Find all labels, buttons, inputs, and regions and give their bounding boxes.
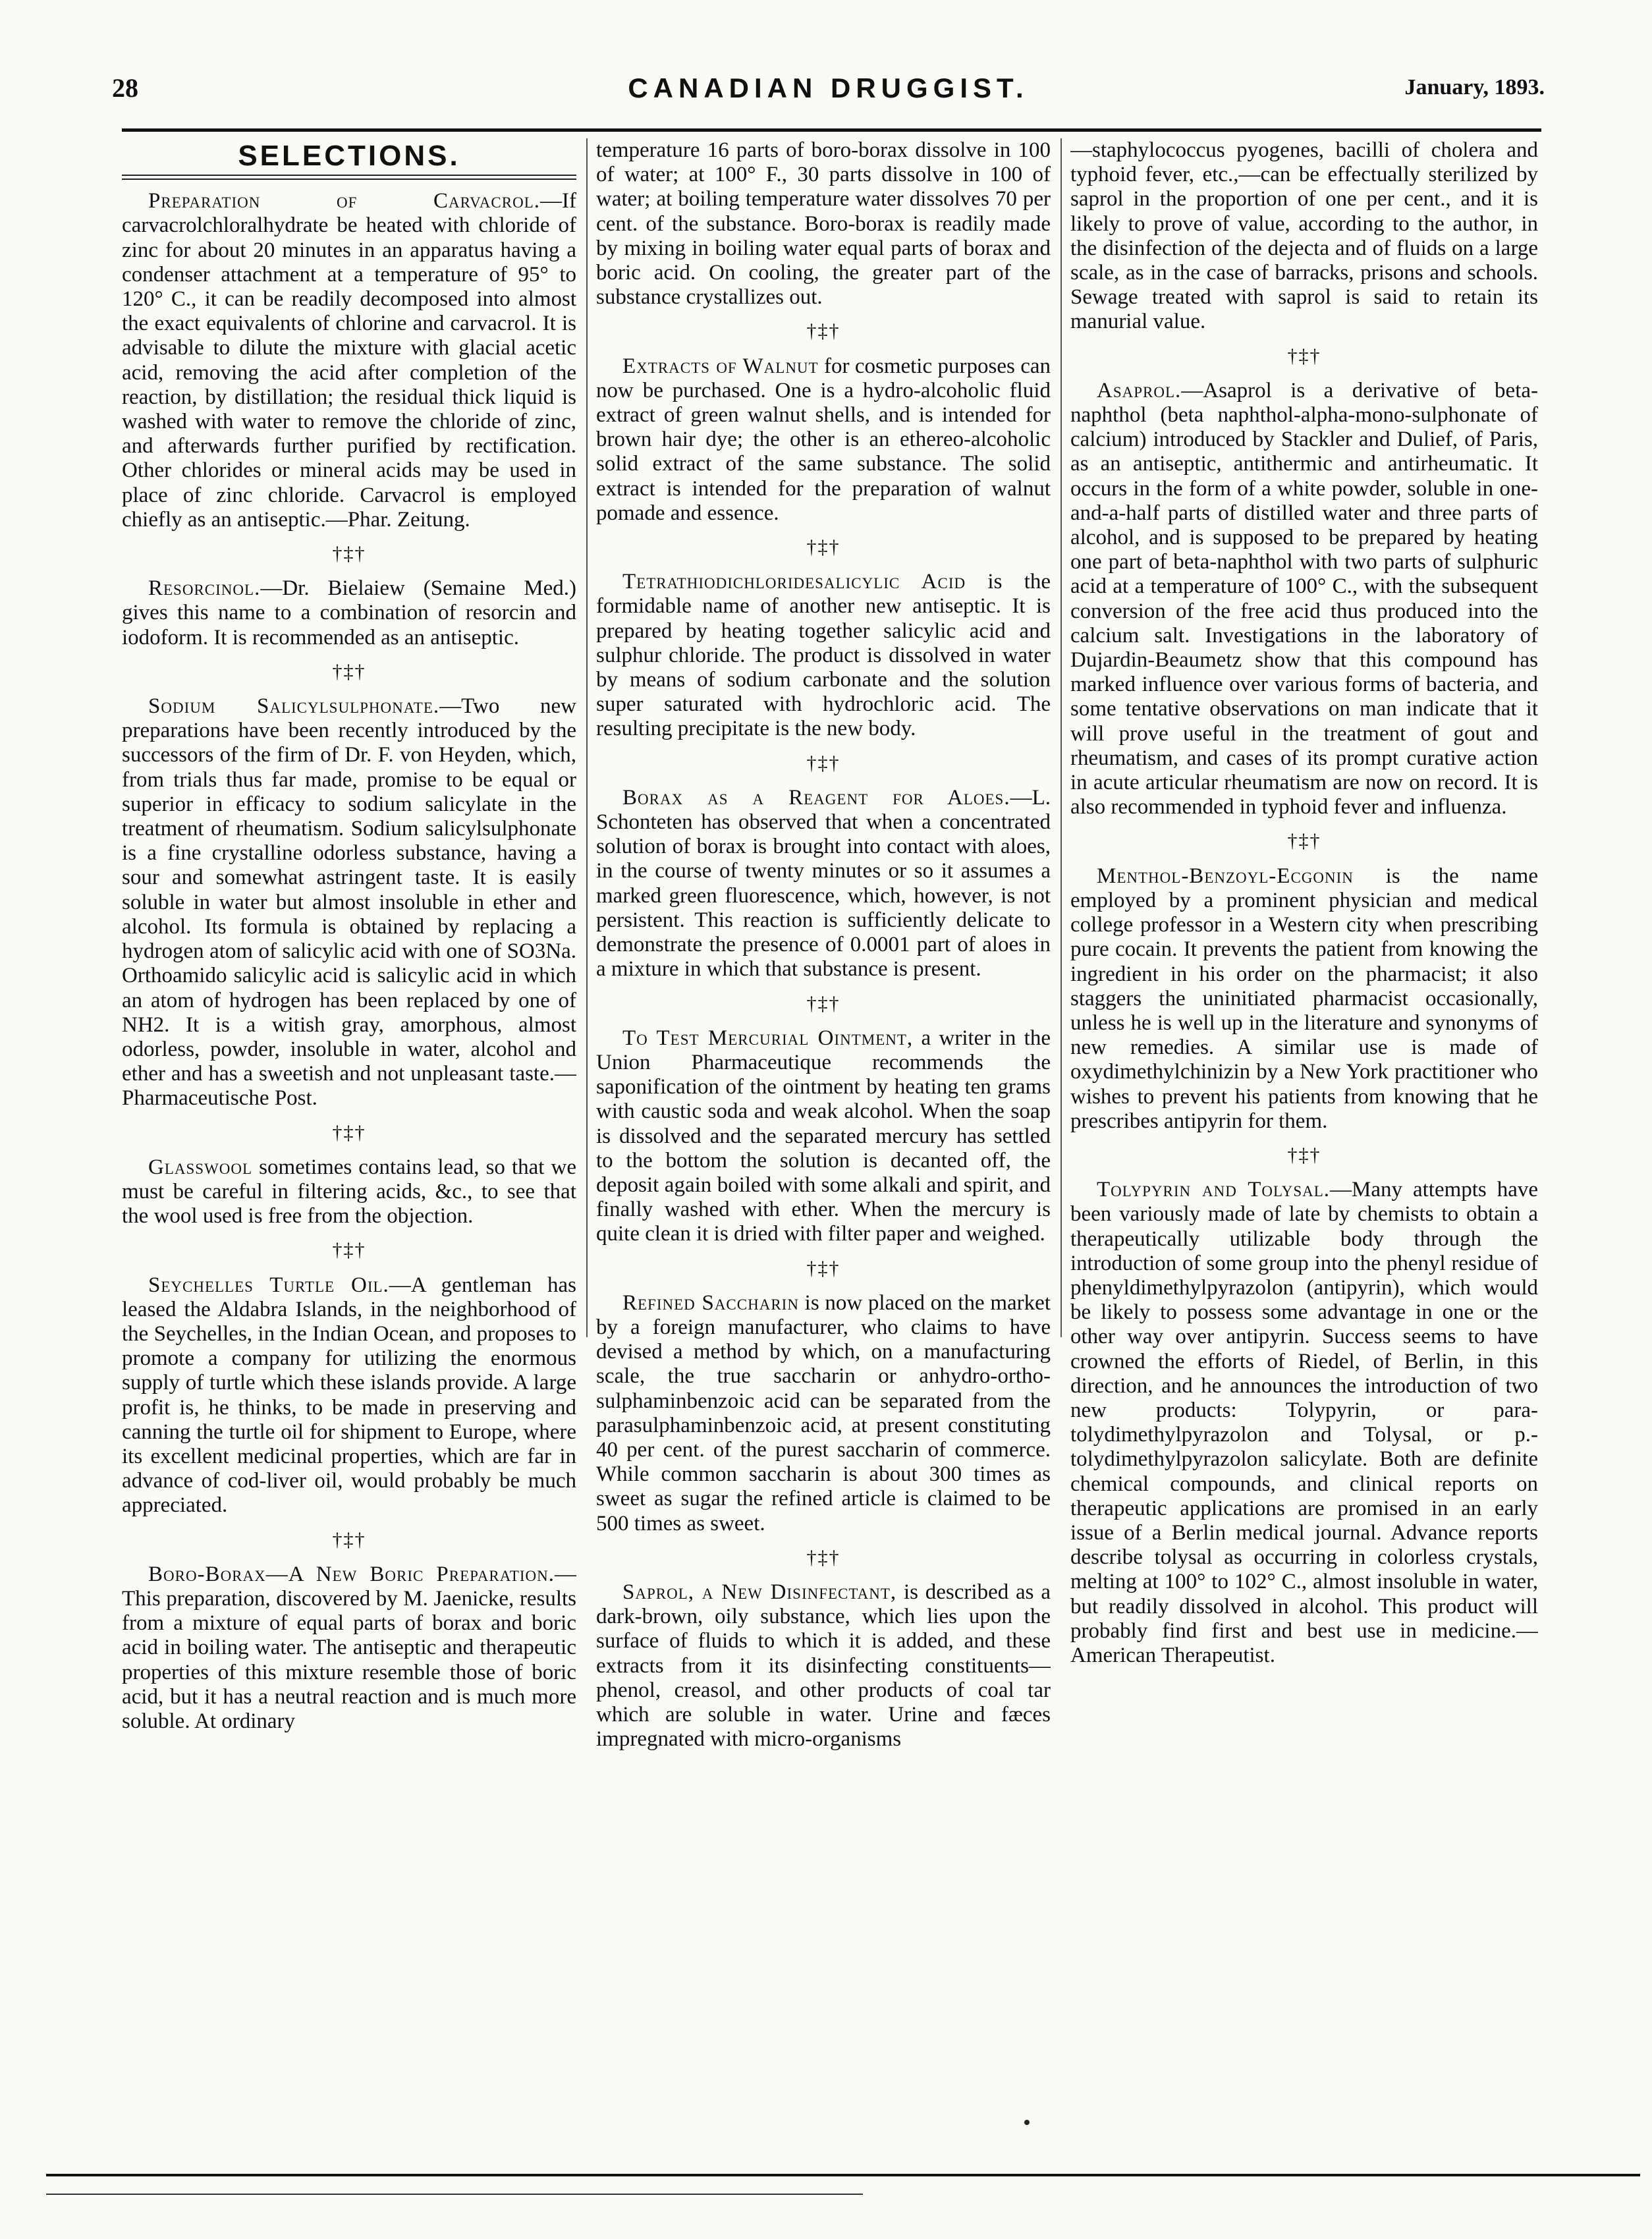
article-body: —Two new preparations have been recently introduced by the successors of the firm of Dr. F. von Heyden, which, from trials thus far made, promise to be equal or superior in efficacy to sodium salicylate in the treatment of rheumatism. Sodium salicylsulphonate is a fine crystalline odorless substance, having a sour and somewhat astringent taste. It is easily soluble in water but almost insoluble in ether and alcohol. Its formula is obtained by replacing a hydrogen atom of salicylic acid with one of SO3Na. Orthoamido salicylic acid is salicylic acid in which an atom of hydrogen has been replaced by one of NH2. It is a witish gray, amorphous, almost odorless, powder, insoluble in water, alcohol and ether and has a sweetish and not unpleasant taste.—Pharmaceutische Post. — [122, 694, 576, 1111]
column-divider — [1060, 138, 1062, 1337]
article-heading: Saprol, a New Disinfectant, — [622, 1580, 897, 1604]
article-paragraph — [122, 694, 576, 1111]
article-paragraph — [122, 1562, 576, 1734]
article-body: sometimes contains lead, so that we must be careful in filtering acids, &c., to see that the wool used is free from the objection. — [122, 1155, 576, 1229]
article-separator: †‡† — [332, 1121, 366, 1144]
article-separator: †‡† — [1287, 345, 1321, 367]
article-paragraph — [596, 354, 1051, 526]
article-separator: †‡† — [806, 752, 840, 774]
article-body: —Asaprol is a derivative of beta-naphthol (beta naphthol-alpha-mono-sulphonate of calcium) introduced by Stackler and Dulief, of Paris, as an antiseptic, antithermic and antirheumatic. It occurs in the form of a white powder, soluble in one-and-a-half parts of distilled water and three parts of alcohol, and is supposed to be prepared by heating one part of beta-naphthol with two parts of sulphuric acid at a temperature of 100° C., with the subsequent conversion of the free acid thus produced into the calcium salt. Investigations in the laboratory of Dujardin-Beaumetz show that this compound has marked influence over various forms of bacteria, and some tentative observations on man indicate that it will prove useful in the treatment of gout and rheumatism, and cases of its prompt curative action in acute articular rheumatism are now on record. It is also recommended in typhoid fever and influenza. — [1070, 378, 1538, 819]
column-1-articles — [122, 189, 576, 1734]
article-heading: Resorcinol. — [148, 576, 261, 601]
article-heading: Tolypyrin and Tolysal. — [1097, 1178, 1331, 1202]
article-separator: †‡† — [806, 1546, 840, 1568]
column-2 — [596, 138, 1051, 2068]
article-heading: Sodium Salicylsulphonate. — [148, 694, 440, 719]
column-2-articles — [596, 138, 1051, 1752]
article-separator: †‡† — [1287, 830, 1321, 852]
article-heading: Glasswool — [148, 1155, 253, 1179]
article-paragraph — [596, 1580, 1051, 1752]
article-paragraph — [596, 570, 1051, 741]
article-heading: Seychelles Turtle Oil. — [148, 1273, 389, 1297]
article-paragraph — [1070, 864, 1538, 1134]
article-body: —L. Schonteten has observed that when a concentrated solution of borax is brought into contact with aloes, in the course of twenty minutes or so it assumes a marked green fluorescence, which, however, is not persistent. This reaction is sufficiently delicate to demonstrate the presence of 0.0001 part of aloes in a mixture in which that substance is present. — [596, 785, 1051, 981]
page-number: 28 — [112, 73, 138, 103]
article-paragraph — [1070, 138, 1538, 335]
column-divider — [586, 138, 588, 1337]
article-separator: †‡† — [332, 1239, 366, 1261]
article-separator: †‡† — [1287, 1144, 1321, 1166]
article-heading: Boro-Borax—A New Boric Preparation. — [148, 1562, 555, 1586]
article-heading: Tetrathiodichloridesalicylic Acid — [622, 570, 966, 594]
article-body: —This preparation, discovered by M. Jaenicke, results from a mixture of equal parts of borax and boric acid in boiling water. The antiseptic and therapeutic properties of this mixture resemble those of boric acid, but it has a neutral reaction and is much more soluble. At ordinary — [122, 1562, 576, 1733]
article-heading: Preparation of Carvacrol. — [148, 189, 541, 213]
article-separator: †‡† — [332, 660, 366, 682]
footer-rule-thin — [46, 2194, 863, 2195]
article-paragraph — [596, 1026, 1051, 1247]
article-heading: Borax as a Reagent for Aloes. — [622, 785, 1010, 810]
article-body: is the name employed by a prominent physician and medical college professor in a Western city when prescribing pure cocain. It prevents the patient from knowing the ingredient in his order on the pharmacist; it also staggers the uninitiated pharmacist occasionally, unless he is well up in the literature and synonyms of new remedies. A similar use is made of oxydimethylchinizin by a New York practitioner who wishes to prevent his patients from knowing that he prescribes antipyrin for them. — [1070, 864, 1538, 1133]
article-paragraph — [1070, 379, 1538, 820]
issue-date: January, 1893. — [1404, 75, 1545, 99]
journal-title: CANADIAN DRUGGIST. — [628, 72, 1029, 103]
article-separator: †‡† — [332, 543, 366, 565]
title-rule — [122, 175, 576, 180]
column-3-articles — [1070, 138, 1538, 1668]
article-body: —Dr. Bielaiew (Semaine Med.) gives this name to a combination of resorcin and iodoform. It is recommended as an antiseptic. — [122, 576, 576, 650]
column-3 — [1070, 138, 1538, 2068]
article-body: —staphylococcus pyogenes, bacilli of cholera and typhoid fever, etc.,—can be effectually sterilized by saprol in the proportion of one per cent., and it is likely to prove of value, according to the author, in the disinfection of the dejecta and of fluids on a large scale, as in the case of barracks, prisons and schools. Sewage treated with saprol is said to retain its manurial value. — [1070, 138, 1538, 334]
article-paragraph — [122, 1273, 576, 1518]
article-body: for cosmetic purposes can now be purchased. One is a hydro-alcoholic fluid extract of green walnut shells, and is intended for brown hair dye; the other is an ethereo-alcoholic solid extract of the same substance. The solid extract is intended for the preparation of walnut pomade and essence. — [596, 354, 1051, 525]
article-body: is now placed on the market by a foreign manufacturer, who claims to have devised a method by which, on a manufacturing scale, the true saccharin or anhydro-ortho-sulphaminbenzoic acid can be separated from the parasulphaminbenzoic acid, at present constituting 40 per cent. of the purest saccharin of commerce. While common saccharin is about 300 times as sweet as sugar the refined article is claimed to be 500 times as sweet. — [596, 1290, 1051, 1535]
article-paragraph — [122, 189, 576, 532]
article-separator: †‡† — [806, 536, 840, 559]
article-body: is the formidable name of another new antiseptic. It is prepared by heating together salicylic acid and sulphur chloride. The product is dissolved in water by means of sodium carbonate and the solution super saturated with hydrochloric acid. The resulting precipitate is the new body. — [596, 570, 1051, 741]
article-body: temperature 16 parts of boro-borax dissolve in 100 of water; at 100° F., 30 parts dissolve in 100 of water; at boiling temperature water dissolves 70 per cent. of the substance. Boro-borax is readily made by mixing in boiling water equal parts of borax and boric acid. On cooling, the greater part of the substance crystallizes out. — [596, 138, 1051, 310]
article-paragraph — [596, 786, 1051, 982]
article-separator: †‡† — [806, 320, 840, 343]
article-heading: Asaprol. — [1097, 378, 1182, 402]
footer-rule — [46, 2174, 1640, 2176]
article-paragraph — [1070, 1178, 1538, 1668]
article-body: —A gentleman has leased the Aldabra Islands, in the neighborhood of the Seychelles, in the Indian Ocean, and proposes to promote a company for utilizing the enormous supply of turtle which these islands provide. A large profit is, he thinks, to be made in preserving and canning the turtle oil for shipment to Europe, where its excellent medicinal properties, which are far in advance of cod-liver oil, would probably be much appreciated. — [122, 1273, 576, 1518]
article-separator: †‡† — [332, 1528, 366, 1551]
article-heading: Refined Saccharin — [622, 1290, 799, 1315]
header-rule — [122, 128, 1541, 132]
article-body: a writer in the Union Pharmaceutique recommends the saponification of the ointment by heating ten grams with caustic soda and weak alcohol. When the soap is dissolved and the separated mercury has settled to the bottom the solution is decanted off, the deposit again boiled with some alkali and spirit, and finally washed with ether. When the mercury is quite clean it is dried with filter paper and weighed. — [596, 1026, 1051, 1246]
article-separator: †‡† — [806, 1257, 840, 1279]
column-1 — [122, 138, 576, 2068]
article-paragraph — [596, 1291, 1051, 1536]
article-body: —If carvacrolchloralhydrate be heated with chloride of zinc for about 20 minutes in an apparatus having a condenser attachment at a temperature of 95° to 120° C., it can be readily decomposed into almost the exact equivalents of chlorine and carvacrol. It is advisable to dilute the mixture with glacial acetic acid, removing the acid after completion of the reaction, by distillation; the residual thick liquid is washed with water to remove the chloride of zinc, and afterwards further purified by rectification. Other chlorides or mineral acids may be used in place of zinc chloride. Carvacrol is employed chiefly as an antiseptic.—Phar. Zeitung. — [122, 189, 576, 532]
article-paragraph — [122, 1155, 576, 1229]
article-body: —Many attempts have been variously made of late by chemists to obtain a therapeutically utilizable body through the introduction of some group into the phenyl residue of phenyldimethylpyrazolon (antipyrin), which would be likely to possess some advantage in one or the other way over antipyrin. Success seems to have crowned the efforts of Riedel, of Berlin, in this direction, and he announces the introduction of two new products: Tolypyrin, or para-tolydimethylpyrazolon and Tolysal, or p.-tolydimethylpyrazolon salicylate. Both are definite chemical compounds, and clinical reports on therapeutic applications are promised in an early issue of a Berlin medical journal. Advance reports describe tolysal as occurring in colorless crystals, melting at 100° to 102° C., almost insoluble in water, but readily dissolved in alcohol. This product will probably find first and best use in medicine.—American Therapeutist. — [1070, 1178, 1538, 1667]
section-title: SELECTIONS. — [238, 140, 460, 172]
article-paragraph — [122, 576, 576, 650]
article-paragraph — [596, 138, 1051, 310]
article-separator: †‡† — [806, 992, 840, 1014]
article-heading: Menthol-Benzoyl-Ecgonin — [1097, 864, 1354, 888]
ink-dot — [1024, 2120, 1030, 2125]
article-heading: To Test Mercurial Ointment, — [622, 1026, 914, 1050]
page-header — [112, 72, 1545, 119]
article-body: is described as a dark-brown, oily substance, which lies upon the surface of fluids to which it is added, and these extracts from it its disinfecting constituents—phenol, creasol, and other products of coal tar which are soluble in water. Urine and fæces impregnated with micro-organisms — [596, 1580, 1051, 1752]
article-heading: Extracts of Walnut — [622, 354, 819, 378]
